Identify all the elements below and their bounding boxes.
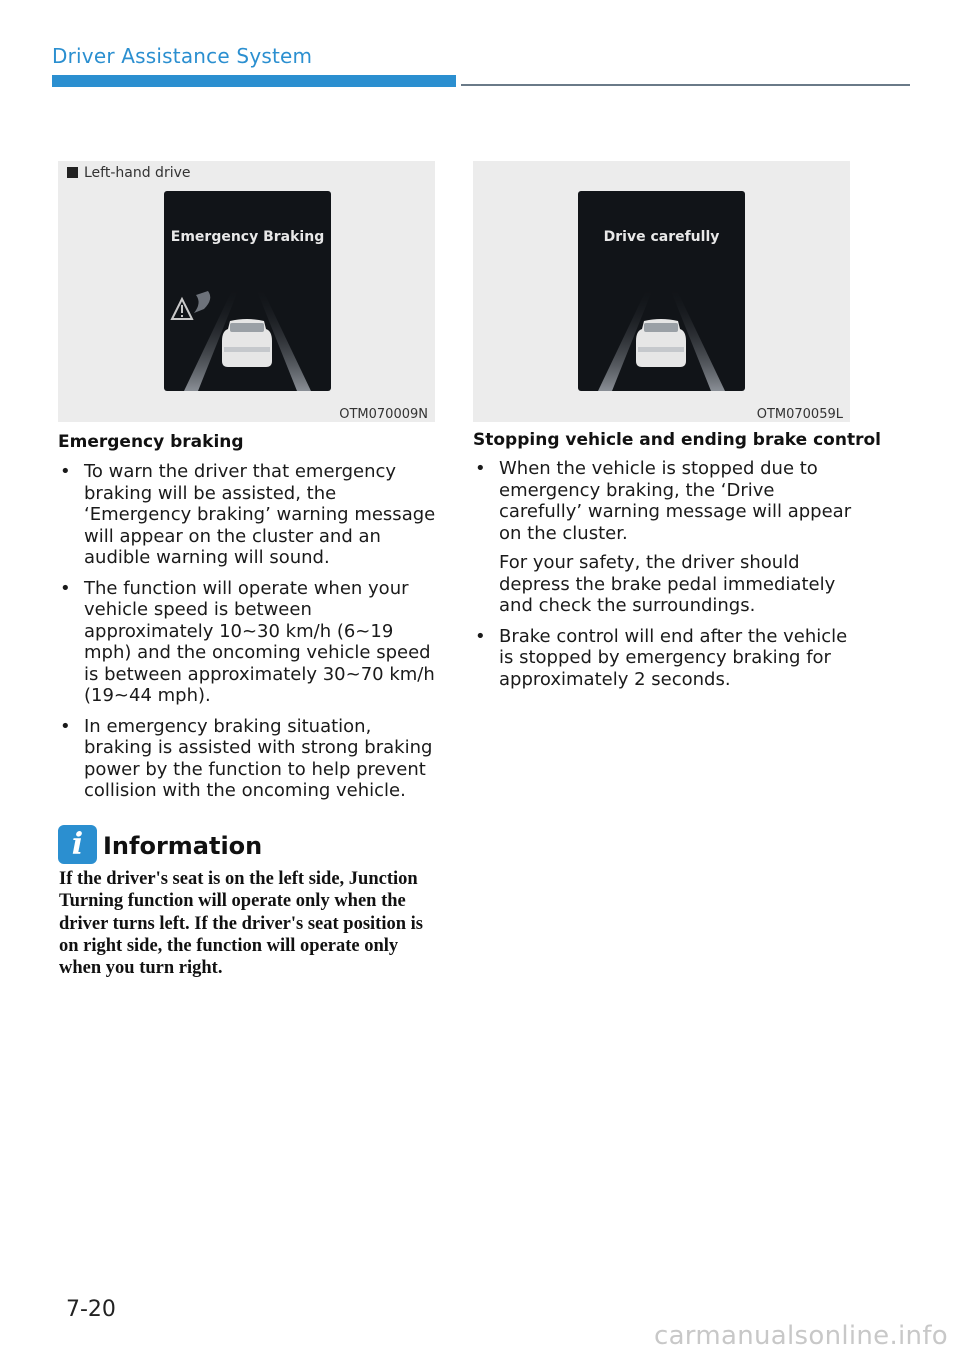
- bullet-icon: •: [60, 577, 71, 599]
- watermark: carmanualsonline.info: [653, 1321, 948, 1351]
- heading-emergency-braking: Emergency braking: [58, 432, 244, 452]
- heading-stopping-vehicle: Stopping vehicle and ending brake control: [473, 430, 881, 450]
- information-body: If the driver's seat is on the left side, Junction Turning function will operate only when the driver turns left. If the driver's seat position is on right side, the function will operate only when you turn right.: [59, 869, 423, 979]
- information-icon: i: [58, 825, 97, 864]
- bullet-icon: •: [60, 715, 71, 737]
- figure-label: [67, 165, 190, 181]
- section-title: Driver Assistance System: [52, 44, 313, 68]
- cluster-screen: [578, 191, 745, 391]
- bullet-icon: •: [475, 625, 486, 647]
- emergency-braking-list: [58, 461, 438, 811]
- screen-message: Emergency Braking: [170, 229, 325, 245]
- cluster-screen: [164, 191, 331, 391]
- screen-message: Drive carefully: [603, 229, 720, 245]
- figure-code: OTM070059L: [756, 407, 843, 422]
- information-title: Information: [103, 832, 263, 860]
- header-rule-thin: [461, 84, 910, 86]
- list-item: • When the vehicle is stopped due to emergency braking, the ‘Drive carefully’ warning message will appear on the cluster. For your safety, the driver should depress the brake pedal immediately and check the surroundings.: [475, 458, 852, 616]
- list-item: • In emergency braking situation, braking is assisted with strong braking power by the function to help prevent collision with the oncoming vehicle.: [60, 715, 433, 801]
- list-item: • Brake control will end after the vehicle is stopped by emergency braking for approximately 2 seconds.: [475, 625, 848, 690]
- figure-emergency-braking: [58, 161, 435, 422]
- figure-code: OTM070009N: [339, 407, 428, 422]
- header-rule-thick: [52, 75, 456, 87]
- bullet-icon: •: [60, 461, 71, 482]
- figure-drive-carefully: [473, 161, 850, 422]
- road-scene-icon: [578, 191, 745, 391]
- square-bullet-icon: [67, 167, 78, 178]
- road-scene-icon: [164, 191, 331, 391]
- page-number: 7-20: [66, 1297, 116, 1322]
- safety-note: For your safety, the driver should depress the brake pedal immediately and check the surroundings.: [499, 552, 836, 616]
- figure-label-text: Left-hand drive: [84, 165, 191, 181]
- bullet-icon: •: [475, 458, 486, 479]
- stopping-vehicle-list: [473, 458, 853, 699]
- list-item: • To warn the driver that emergency braking will be assisted, the ‘Emergency braking’ warning message will appear on the cluster and an audible warning will sound.: [60, 461, 436, 568]
- list-item: • The function will operate when your vehicle speed is between approximately 10~30 km/h (6~19 mph) and the oncoming vehicle speed is between approximately 30~70 km/h (19~44 mph).: [60, 577, 435, 706]
